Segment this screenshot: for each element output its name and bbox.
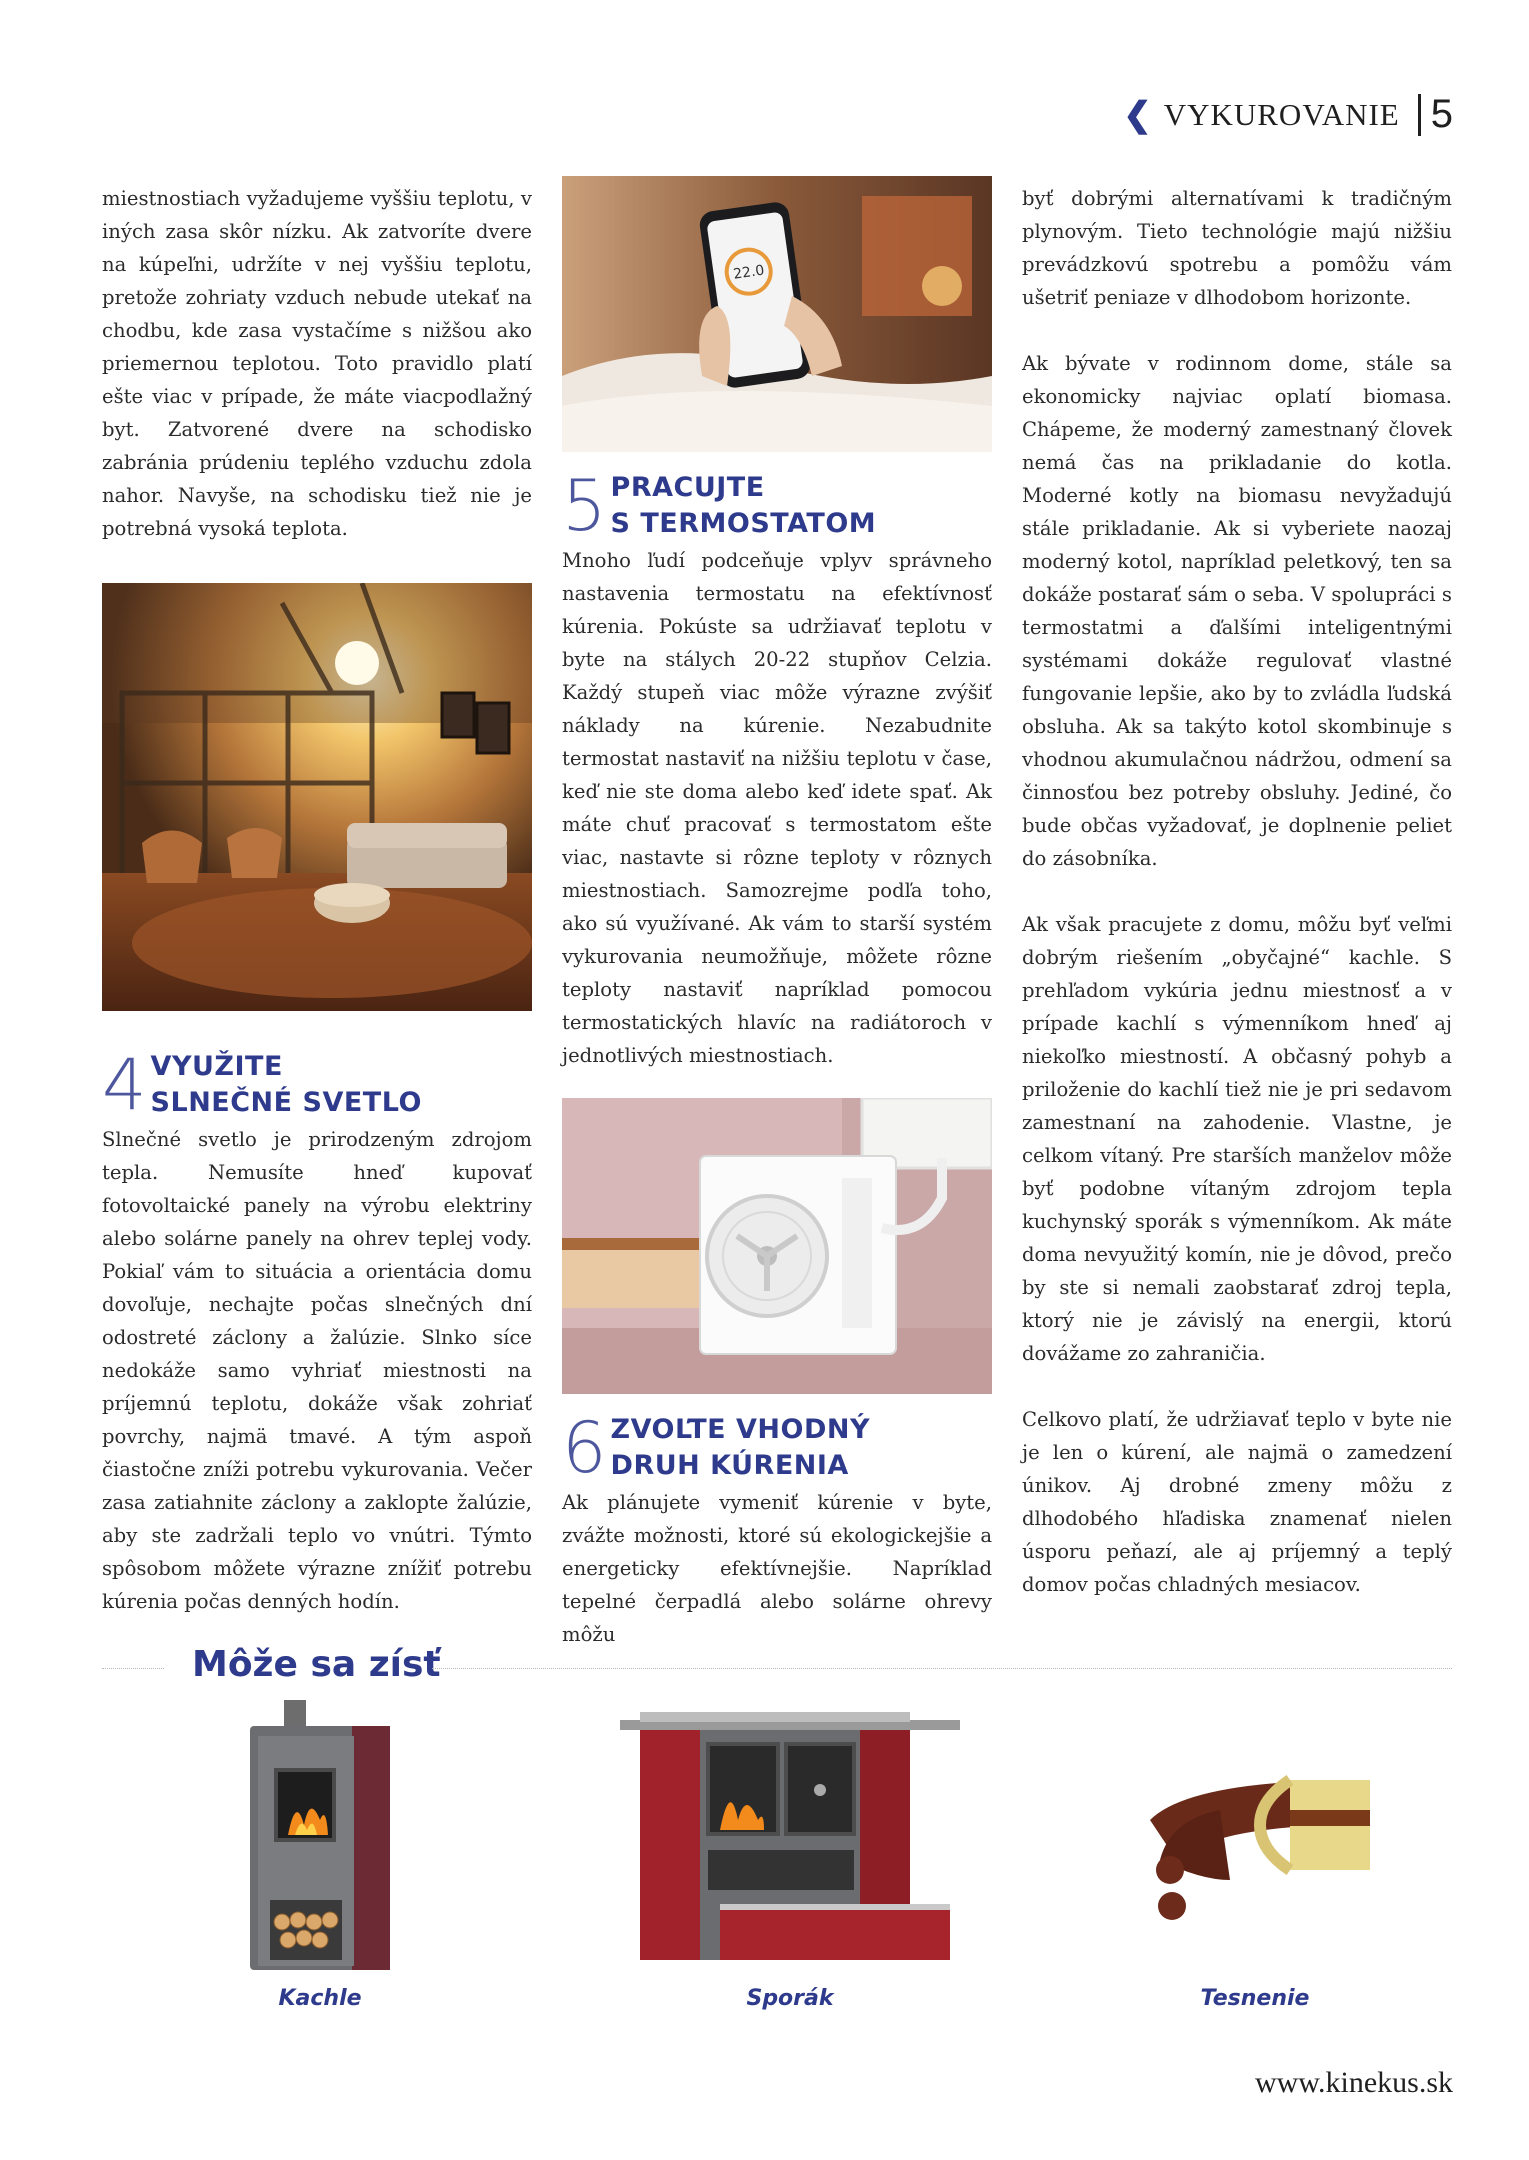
sunlit-living-room-photo <box>102 583 532 1011</box>
column-3 <box>1022 182 1452 1601</box>
kitchen-stove-icon <box>620 1700 960 1970</box>
column-2 <box>562 176 992 1651</box>
product-sporak-label: Sporák <box>746 1986 834 2011</box>
column-3-paragraph-3: Ak však pracujete z domu, môžu byť veľmi dobrým riešením „obyčajné“ kachle. S prehľadom vykúria jednu miestnosť a v prípade kachlí s výmenníkom hneď aj niekoľko miestností. A občasný pohyb a priloženie do kachlí tiež nie je pri sedavom zamestnaní na zahodenie. Vlastne, je celkom vítaný. Pre starších manželov môže byť podobne vítaným zdrojom tepla kuchynský sporák s výmenníkom. Ak máte doma nevyužitý komín, nie je dôvod, prečo by ste si nemali zaobstarať zdroj tepla, ktorý nie je závislý na energii, ktorú dovážame zo zahraničia. <box>1022 913 1452 1365</box>
products-section-header <box>102 1644 1452 1688</box>
tip-5-paragraph: Mnoho ľudí podceňuje vplyv správneho nastavenia termostatu na efektívnosť kúrenia. Pokúste sa udržiavať teplotu v byte na stálych 20-22 stupňov Celzia. Každý stupeň viac môže výrazne zvýšiť náklady na kúrenie. Nezabudnite termostat nastaviť na nižšiu teplotu v čase, keď nie ste doma alebo keď idete spať. Ak máte chuť pracovať s termostatom ešte viac, nastavte si rôzne teploty v rôznych miestnostiach. Samozrejme podľa toho, ako sú využívané. Ak vám to starší systém vykurovania neumožňuje, môžete rôzne teploty nastaviť napríklad pomocou termostatických hlavíc na radiátoroch v jednotlivých miestnostiach. <box>562 549 992 1067</box>
tip-5-title-line2: S TERMOSTATOM <box>610 508 877 539</box>
phone-temperature-readout: 22.0 <box>732 262 766 283</box>
tip-6-paragraph: Ak plánujete vymeniť kúrenie v byte, zvážte možnosti, ktoré sú ekologickejšie a energeticky efektívnejšie. Napríklad tepelné čerpadlá alebo solárne ohrevy môžu <box>562 1491 992 1646</box>
divider-line-right <box>432 1668 1452 1669</box>
tip-6-number: 6 <box>562 1407 607 1489</box>
tip-4-number: 4 <box>102 1044 147 1126</box>
column-1 <box>102 182 532 1618</box>
stove-icon <box>240 1700 400 1970</box>
divider-line-left <box>102 1668 164 1669</box>
column-3-paragraph-1: byť dobrými alternatívami k tradičným plynovým. Tieto technológie majú nižšiu prevádzkovú spotrebu a pomôžu vám ušetriť peniaze v dlhodobom horizonte. <box>1022 187 1452 309</box>
smart-thermostat-phone-photo <box>562 176 992 452</box>
tip-6-title-line2: DRUH KÚRENIA <box>610 1450 849 1481</box>
product-sporak[interactable] <box>620 1700 960 2011</box>
tip-5-title-line1: PRACUJTE <box>610 472 765 503</box>
door-seal-icon <box>1140 1700 1370 1970</box>
footer-url[interactable]: www.kinekus.sk <box>1254 2066 1453 2099</box>
product-tesnenie[interactable] <box>1140 1700 1370 2011</box>
product-kachle[interactable] <box>240 1700 400 2011</box>
page-header <box>1123 92 1453 137</box>
column-3-paragraph-2: Ak bývate v rodinnom dome, stále sa ekonomicky najviac oplatí biomasa. Chápeme, že moderný zamestnaný človek nemá čas na prikladanie do kotla. Moderné kotly na biomasu nevyžadujú stále prikladanie. Ak si vyberiete naozaj moderný kotol, napríklad peletkový, ten sa dokáže postarať sám o seba. V spolupráci s termostatmi a ďalšími inteligentnými systémami dokáže regulovať vlastné fungovanie lepšie, ako by to zvládla ľudská obsluha. Ak sa takýto kotol skombinuje s vhodnou akumulačnou nádržou, odmení sa činnosťou bez potreby obsluhy. Jediné, čo bude občas vyžadovať, je doplnenie peliet do zásobníka. <box>1022 352 1452 870</box>
tip-4-heading <box>102 1044 532 1126</box>
intro-paragraph: miestnostiach vyžadujeme vyššiu teplotu, v iných zasa skôr nízku. Ak zatvoríte dvere na kúpeľni, udržíte v nej vyššiu teplotu, pretože zohriaty vzduch nebude utekať na chodbu, kde zasa vystačíme s nižšou ako priemernou teplotou. Toto pravidlo platí ešte viac v prípade, že máte viacpodlažný byt. Zatvorené dvere na schodisko zabránia prúdeniu teplého vzduchu zdola nahor. Navyše, na schodisku tiež nie je potrebná vysoká teplota. <box>102 187 532 540</box>
tip-4-title-line1: VYUŽITE <box>150 1051 283 1082</box>
products-section-title: Môže sa zísť <box>192 1644 441 1685</box>
tip-6-heading <box>562 1407 992 1489</box>
chevron-left-icon: ❮ <box>1123 95 1152 134</box>
tip-4-title-line2: SLNEČNÉ SVETLO <box>150 1087 422 1118</box>
section-title: VYKUROVANIE <box>1163 96 1400 132</box>
product-kachle-label: Kachle <box>278 1986 362 2011</box>
column-3-paragraph-4: Celkovo platí, že udržiavať teplo v byte nie je len o kúrení, ale najmä o zamedzení únikov. Aj drobné zmeny môžu z dlhodobého hľadiska znamenať nielen úsporu peňazí, ale aj príjemný a teplý domov počas chladných mesiacov. <box>1022 1408 1452 1596</box>
tip-6-title-line1: ZVOĽTE VHODNÝ <box>610 1414 871 1445</box>
page-number: 5 <box>1430 92 1453 136</box>
tip-5-number: 5 <box>562 465 607 547</box>
product-tesnenie-label: Tesnenie <box>1200 1986 1310 2011</box>
header-divider <box>1418 94 1421 136</box>
tip-4-paragraph: Slnečné svetlo je prirodzeným zdrojom tepla. Nemusíte hneď kupovať fotovoltaické panely na výrobu elektriny alebo solárne panely na ohrev teplej vody. Pokiaľ vám to situácia a orientácia domu dovoľuje, nechajte počas slnečných dní odostreté záclony a žalúzie. Slnko síce nedokáže samo vyhriať miestnosti na príjemnú teplotu, dokáže však zohriať povrchy, najmä tmavé. A tým aspoň čiastočne zníži potrebu vykurovania. Večer zasa zatiahnite záclony a zaklopte žalúzie, aby ste zadržali teplo vo vnútri. Týmto spôsobom môžete výrazne znížiť potrebu kúrenia počas denných hodín. <box>102 1128 532 1613</box>
tip-5-heading <box>562 465 992 547</box>
heat-pump-outdoor-unit-photo <box>562 1098 992 1394</box>
